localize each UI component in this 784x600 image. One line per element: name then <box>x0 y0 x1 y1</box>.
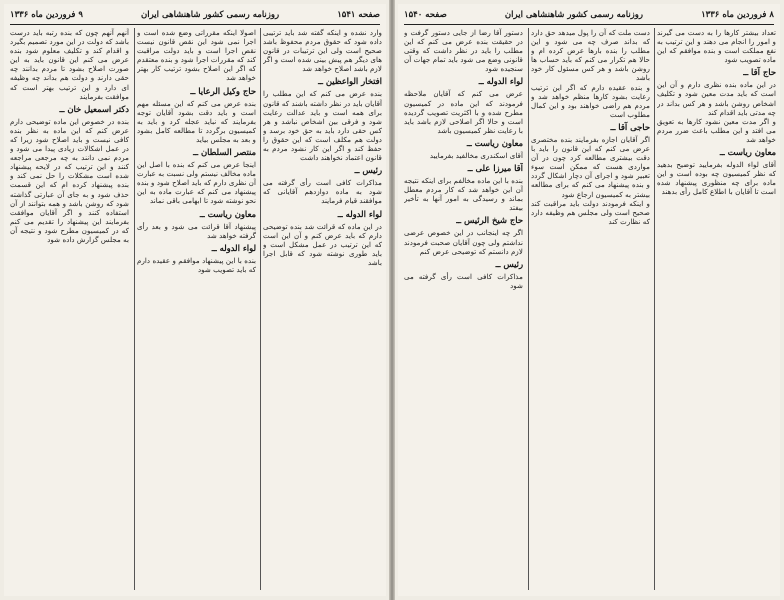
paragraph: در این ماده که قرائت شد بنده توضیحی دارم که باید عرض کنم و آن این است که این ترتیب در عمل مشکل است و باید طوری نوشته شود که قابل اجرا باشد <box>263 221 382 267</box>
paragraph: عرض می کنم که آقایان ملاحظه فرمودند که این ماده در کمیسیون مطرح شده و با اکثریت تصویب گردیده است و حالا اگر اصلاحی لازم باشد باید با رعایت نظر کمیسیون باشد <box>404 89 523 135</box>
paragraph: اصولا اینکه مقرراتی وضع شده است و اجرا نمی شود این نقص قانون نیست نقص اجرا است و باید دولت مراقبت کند که مقررات اجرا شود و بنده معتقدم که اگر این اصلاح بشود ترتیب کار بهتر خواهد شد <box>137 28 256 83</box>
right-page <box>398 4 780 596</box>
speaker-heading: لواء الدوله ــ <box>211 242 256 253</box>
speaker-heading: معاون ریاست ــ <box>466 137 523 148</box>
right-columns <box>404 28 774 590</box>
speaker-heading: حاج شیخ الرئیس ــ <box>456 215 523 226</box>
paragraph: بنده عرض می کنم که این مسئله مهم است و باید دقت بشود آقایان توجه بفرمایند که نباید عجله کرد و باید به کمیسیون برگردد تا مطالعه کامل بشود و بعد به مجلس بیاید <box>137 98 256 144</box>
paragraph: دست ملت که آن را پول میدهد حق دارد که بداند صرف چه می شود و این مطلب را بنده بارها عرض کرده ام و حالا هم تکرار می کنم که باید حساب ها روشن باشد و هر کس مسئول کار خود باشد <box>531 28 650 83</box>
paragraph: بنده در خصوص این ماده توضیحی دارم عرض کنم که این ماده به نظر بنده کافی نیست و باید اصلاح شود زیرا که در عمل اشکالات زیادی پیدا می شود و مردم نمی دانند به چه مرجعی مراجعه کنند و این ترتیب که در لایحه پیشنهاد شده است مشکلات را حل نمی کند و بنده پیشنهاد کرده ام که این قسمت حذف شود و به جای آن عبارتی گذاشته شود که روشن باشد و همه بتوانند از آن استفاده کنند و اگر آقایان موافقت بفرمایند این پیشنهاد را تقدیم می کنم که در کمیسیون مطرح شود و نتیجه آن به مجلس گزارش داده شود <box>10 116 129 244</box>
speaker-heading: لواء الدوله ــ <box>337 208 382 219</box>
right-page-number: صفحه ۱۵۴۰ <box>404 10 447 20</box>
paragraph: مذاکرات کافی است رأی گرفته می شود <box>404 271 523 290</box>
speaker-heading: رئیس ــ <box>354 165 382 176</box>
paragraph: آنهم آنهم چون که بنده رتبه باید درست باشد که دولت در این مورد تصمیم بگیرد و اقدام کند و تکلیف معلوم شود بنده عرض می کنم این قانون باید به این صورت اصلاح بشود تا مردم بدانند چه حقی دارند و دولت هم بداند چه وظیفه ای دارد و این ترتیب بهتر است که موافقت بفرمایند <box>10 28 129 101</box>
left-newspaper-title: روزنامه رسمی کشور شاهنشاهی ایران <box>141 10 280 20</box>
speaker-heading: افتخار الواعظین ــ <box>318 76 382 87</box>
paragraph: در این ماده بنده نظری دارم و آن این است که باید مدت معین شود و تکلیف اشخاص روشن باشد و هر کس بداند در چه مدتی باید اقدام کند <box>657 80 776 117</box>
speaker-heading: رئیس ــ <box>495 258 523 269</box>
paragraph: بنده با این ماده مخالفم برای اینکه نتیجه آن این خواهد شد که کار مردم معطل بماند و رسیدگی به امور آنها به تأخیر بیفتد <box>404 176 523 213</box>
right-header-rule <box>404 24 774 25</box>
paragraph: و اگر مدت معین نشود کارها به تعویق می افتد و این مطلب باعث ضرر مردم خواهد شد <box>657 116 776 144</box>
speaker-heading: لواء الدوله ــ <box>478 76 523 87</box>
left-column-3 <box>10 28 129 590</box>
paragraph: پیشنهاد آقا قرائت می شود و بعد رأی گرفته خواهد شد <box>137 221 256 240</box>
paragraph: اگر آقایان اجازه بفرمایند بنده مختصری عرض می کنم که این قانون را باید با دقت بیشتری مطالعه کرد چون در آن مواردی هست که ممکن است سوء تعبیر شود و اجرای آن دچار اشکال گردد و بنده پیشنهاد می کنم که برای مطالعه بیشتر به کمیسیون ارجاع شود <box>531 134 650 199</box>
paragraph: آقای اسکندری مخالفید بفرمایید <box>429 150 523 160</box>
right-column-3 <box>404 28 523 590</box>
paragraph: و اینکه فرمودند دولت باید مراقبت کند صحیح است ولی مجلس هم وظیفه دارد که نظارت کند <box>531 198 650 226</box>
speaker-heading: حاجی آقا ــ <box>610 121 650 132</box>
speaker-heading: دکتر اسمعیل خان ــ <box>59 103 129 114</box>
left-columns <box>10 28 380 590</box>
paragraph: آقای لواء الدوله بفرمایید توضیح بدهید که نظر کمیسیون چه بوده است و این ماده برای چه منظوری پیشنهاد شده است تا آقایان با اطلاع کامل رأی بدهند <box>657 160 776 197</box>
column-separator <box>654 28 655 590</box>
left-page-header <box>10 8 380 22</box>
speaker-heading: آقا میرزا علی ــ <box>467 163 523 174</box>
right-page-header <box>404 8 774 22</box>
right-page-date: ۸ فروردین ماه ۱۳۳۶ <box>701 10 774 20</box>
speaker-heading: معاون ریاست ــ <box>199 208 256 219</box>
speaker-heading: حاج آقا ــ <box>743 67 776 78</box>
left-header-rule <box>10 24 380 25</box>
paragraph: دستور آقا رضا از جایی دستور گرفت و در حقیقت بنده عرض می کنم که این مطلب را باید در نظر داشت که وقتی قانونی وضع می شود باید تمام جهات آن سنجیده شود <box>404 28 523 74</box>
speaker-heading: منتصر السلطان ــ <box>193 147 256 158</box>
paragraph: تعداد بیشتر کارها را به دست می گیرند و امور را انجام می دهند و این ترتیب به نفع مملکت است و بنده موافقم که این ماده تصویب شود <box>657 28 776 65</box>
page-gutter <box>389 0 395 600</box>
column-separator <box>134 28 135 590</box>
paragraph: و بنده عقیده دارم که اگر این ترتیب رعایت بشود کارها منظم خواهد شد و مردم هم راضی خواهند بود و این کمال مطلوب است <box>531 82 650 119</box>
paragraph: اگر چه اینجانب در این خصوص عرضی نداشتم ولی چون آقایان صحبت فرمودند لازم دانستم که توضیحی عرض کنم <box>404 228 523 256</box>
left-page <box>4 4 386 596</box>
speaker-heading: معاون ریاست ــ <box>719 147 776 158</box>
right-newspaper-title: روزنامه رسمی کشور شاهنشاهی ایران <box>504 10 643 20</box>
column-separator <box>528 28 529 590</box>
paragraph: اینجا عرض می کنم که بنده با اصل این ماده مخالف نیستم ولی نسبت به عبارت آن نظری دارم که باید اصلاح شود و بنده پیشنهاد می کنم که عبارت ماده به این نحو نوشته شود تا ابهامی باقی نماند <box>137 160 256 206</box>
left-page-number: صفحه ۱۵۴۱ <box>337 10 380 20</box>
speaker-heading: حاج وکیل الرعایا ــ <box>190 85 256 96</box>
paragraph: بنده عرض می کنم که این مطلب را آقایان باید در نظر داشته باشند که قانون برای همه است و باید عدالت رعایت شود و فرقی بین اشخاص نباشد و هر کس حقی دارد باید به حق خود برسد و دولت هم مکلف است که این حقوق را حفظ کند و اگر این کار نشود مردم به قانون اعتماد نخواهند داشت <box>263 89 382 163</box>
left-column-2 <box>137 28 256 590</box>
column-separator <box>260 28 261 590</box>
left-column-1 <box>263 28 382 590</box>
paragraph: مذاکرات کافی است رأی گرفته می شود به ماده دوازدهم آقایانی که موافقند قیام فرمایند <box>263 178 382 206</box>
paragraph: وارد نشده و اینکه گفته شد باید ترتیبی داده شود که حقوق مردم محفوظ باشد صحیح است ولی این ترتیبات در قانون های دیگر هم پیش بینی شده است و اگر لازم باشد اصلاح خواهد شد <box>263 28 382 74</box>
right-column-1 <box>657 28 776 590</box>
paragraph: بنده با این پیشنهاد موافقم و عقیده دارم که باید تصویب شود <box>137 255 256 274</box>
left-page-date: ۹ فروردین ماه ۱۳۳۶ <box>10 10 83 20</box>
right-column-2 <box>531 28 650 590</box>
